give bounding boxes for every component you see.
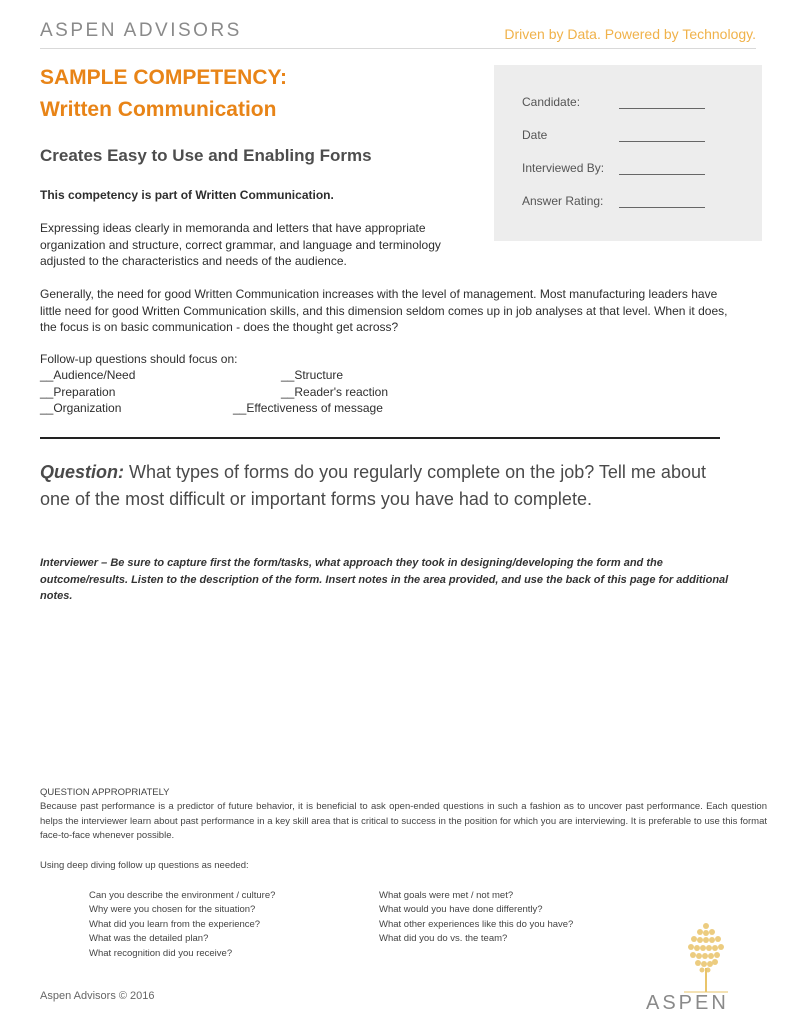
candidate-info-box	[494, 65, 762, 241]
followup-heading: Follow-up questions should focus on:	[40, 352, 238, 366]
interviewed-by-label: Interviewed By:	[522, 161, 605, 175]
deep-dive-question: Why were you chosen for the situation?	[89, 904, 256, 915]
deep-dive-question: What did you do vs. the team?	[379, 933, 508, 944]
copyright: Aspen Advisors © 2016	[40, 990, 155, 1002]
deep-dive-question: What would you have done differently?	[379, 904, 543, 915]
deep-dive-question: What was the detailed plan?	[89, 933, 209, 944]
question-appropriately-text: Because past performance is a predictor of future behavior, it is beneficial to ask open-ended questions in such a fashion as to uncover past performance. Each question helps the interviewer learn about past performance in a key skill area that is critical to success in the position for which you are interviewing. It is preferable to use this format face-to-face whenever possible.	[40, 801, 767, 841]
deep-dive-question: Can you describe the environment / culture?	[89, 890, 276, 901]
aspen-tree-icon	[644, 918, 768, 994]
aspen-logo	[644, 918, 768, 1018]
competency-subtitle: Creates Easy to Use and Enabling Forms	[40, 146, 372, 165]
deep-dive-question: What did you learn from the experience?	[89, 919, 261, 930]
tagline: Driven by Data. Powered by Technology.	[504, 26, 756, 42]
header-divider	[40, 48, 756, 49]
competency-general: Generally, the need for good Written Communication increases with the level of management. Most manufacturing leaders have little need for good Written Communication skills, and this dimension seldom comes up in job analyses at that level. When it does, the focus is on basic communication - does the thought get across?	[40, 287, 728, 334]
followup-item: __Audience/Need	[40, 368, 136, 382]
candidate-label: Candidate:	[522, 95, 581, 109]
deep-diving-intro: Using deep diving follow up questions as needed:	[40, 860, 249, 871]
competency-title-line1: SAMPLE COMPETENCY:	[40, 66, 287, 89]
followup-item: __Organization	[40, 401, 122, 415]
followup-item: __Reader's reaction	[281, 385, 389, 399]
followup-item: __Structure	[281, 368, 344, 382]
answer-rating-field[interactable]	[619, 207, 705, 208]
section-divider	[40, 437, 720, 439]
competency-definition: Expressing ideas clearly in memoranda and letters that have appropriate organization and structure, correct grammar, and language and terminology adjusted to the characteristics and needs of the audience.	[40, 221, 441, 268]
brand-wordmark: ASPEN ADVISORS	[40, 20, 242, 41]
followup-item: __Preparation	[40, 385, 116, 399]
competency-intro: This competency is part of Written Communication.	[40, 188, 334, 202]
deep-dive-question: What recognition did you receive?	[89, 948, 233, 959]
question-text: What types of forms do you regularly complete on the job? Tell me about one of the most difficult or important forms you have had to complete.	[40, 462, 706, 509]
interviewed-by-field[interactable]	[619, 174, 705, 175]
deep-dive-question: What other experiences like this do you have?	[379, 919, 574, 930]
competency-title-line2: Written Communication	[40, 98, 277, 121]
candidate-field[interactable]	[619, 108, 705, 109]
question-label: Question:	[40, 462, 124, 482]
question-appropriately-heading: QUESTION APPROPRIATELY	[40, 787, 170, 798]
interview-question	[40, 459, 740, 512]
followup-item: __Effectiveness of message	[233, 401, 383, 415]
date-label: Date	[522, 128, 548, 142]
interviewer-instructions: Interviewer – Be sure to capture first the form/tasks, what approach they took in designing/developing the form and the outcome/results. Listen to the description of the form. Insert notes in the area provided, and use the back of this page for additional notes.	[40, 557, 729, 602]
deep-dive-question: What goals were met / not met?	[379, 890, 514, 901]
date-field[interactable]	[619, 141, 705, 142]
aspen-logo-text: ASPEN	[646, 992, 729, 1014]
answer-rating-label: Answer Rating:	[522, 194, 604, 208]
